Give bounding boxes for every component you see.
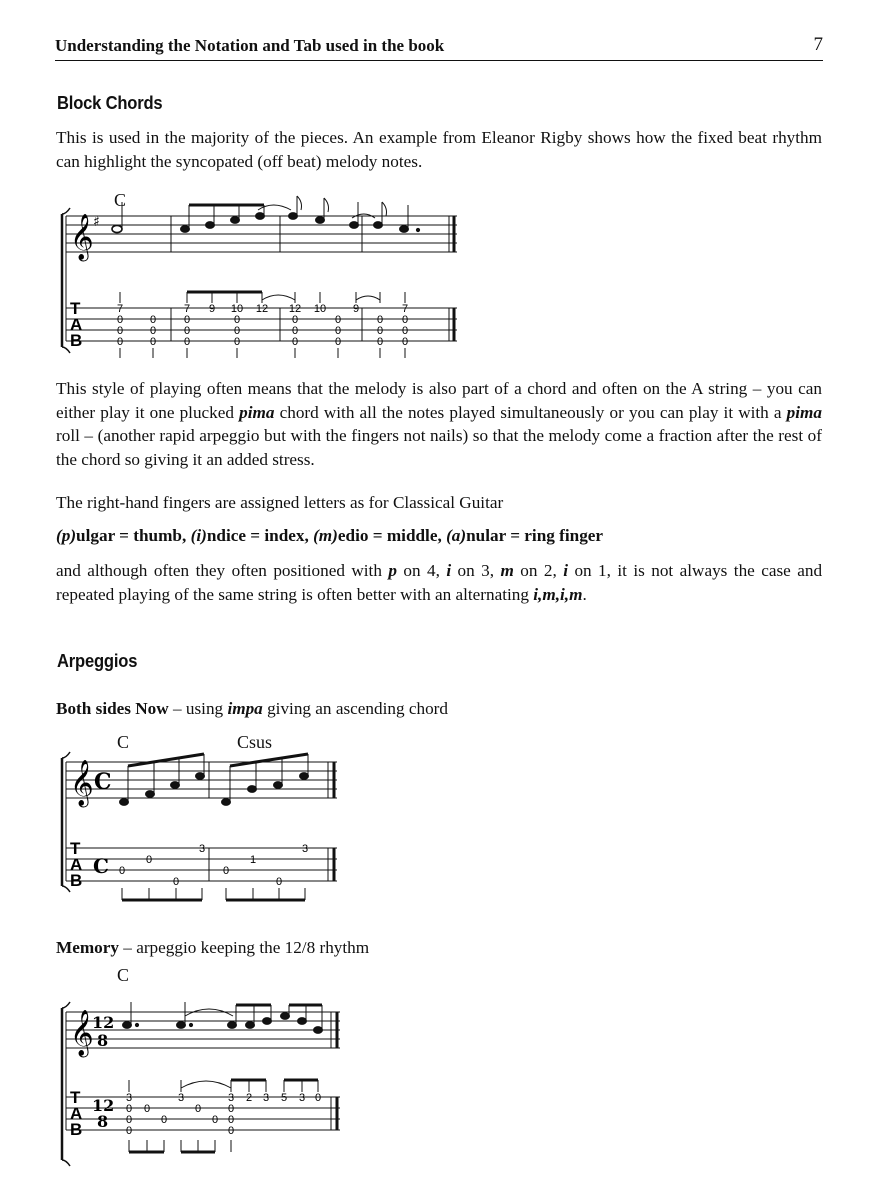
svg-text:0: 0	[275, 876, 283, 888]
svg-text:A: A	[70, 855, 83, 874]
svg-text:C: C	[93, 854, 109, 878]
svg-text:0: 0	[160, 1114, 168, 1126]
svg-text:10: 10	[313, 303, 327, 315]
svg-text:0: 0	[401, 314, 409, 326]
svg-text:0: 0	[233, 314, 241, 326]
svg-text:8: 8	[97, 1031, 109, 1050]
block-chords-intro: This is used in the majority of the pieces. An example from Eleanor Rigby shows how the fixed beat rhythm can highlight the syncopated (off beat) melody notes.	[56, 128, 822, 171]
svg-text:T: T	[70, 1088, 81, 1107]
svg-text:0: 0	[145, 854, 153, 866]
svg-text:12: 12	[92, 1096, 115, 1115]
svg-text:0: 0	[291, 314, 299, 326]
svg-text:♯: ♯	[93, 214, 100, 230]
svg-text:0: 0	[334, 325, 342, 337]
svg-text:3: 3	[298, 1092, 306, 1104]
svg-text:0: 0	[149, 336, 157, 348]
heading-block-chords: Block Chords	[57, 93, 163, 113]
svg-text:0: 0	[183, 336, 191, 348]
svg-text:B: B	[70, 871, 83, 890]
svg-text:0: 0	[116, 314, 124, 326]
svg-text:3: 3	[177, 1092, 185, 1104]
svg-text:2: 2	[245, 1092, 253, 1104]
svg-text:12: 12	[92, 1013, 115, 1032]
treble-clef-icon: 𝄞	[70, 760, 94, 806]
heading-arpeggios: Arpeggios	[57, 651, 138, 671]
ex1-caption: Both sides Now – using impa giving an ascending chord	[56, 699, 448, 718]
svg-text:A: A	[70, 1104, 83, 1123]
svg-text:0: 0	[149, 314, 157, 326]
svg-text:0: 0	[334, 314, 342, 326]
svg-text:0: 0	[227, 1103, 235, 1115]
svg-text:3: 3	[198, 843, 206, 855]
svg-text:0: 0	[233, 336, 241, 348]
svg-text:0: 0	[376, 325, 384, 337]
svg-text:0: 0	[401, 325, 409, 337]
svg-text:0: 0	[116, 325, 124, 337]
tab-letter-a: A	[70, 315, 83, 334]
chord-label-c2: C	[117, 965, 130, 985]
svg-text:0: 0	[183, 314, 191, 326]
chord-label-c: C	[117, 732, 130, 752]
svg-text:B: B	[70, 1120, 83, 1139]
svg-text:0: 0	[194, 1103, 202, 1115]
svg-text:3: 3	[301, 843, 309, 855]
svg-text:0: 0	[172, 876, 180, 888]
svg-text:10: 10	[230, 303, 244, 315]
svg-text:9: 9	[352, 303, 360, 315]
svg-text:0: 0	[143, 1103, 151, 1115]
svg-text:0: 0	[118, 865, 126, 877]
svg-text:0: 0	[227, 1125, 235, 1137]
svg-text:0: 0	[222, 865, 230, 877]
svg-text:0: 0	[183, 325, 191, 337]
ex2-caption: Memory – arpeggio keeping the 12/8 rhythm	[56, 938, 370, 957]
svg-text:3: 3	[262, 1092, 270, 1104]
svg-text:0: 0	[334, 336, 342, 348]
svg-text:0: 0	[291, 325, 299, 337]
svg-text:12: 12	[288, 303, 302, 315]
svg-text:9: 9	[208, 303, 216, 315]
svg-text:0: 0	[233, 325, 241, 337]
svg-text:0: 0	[291, 336, 299, 348]
svg-text:8: 8	[97, 1112, 109, 1131]
svg-text:0: 0	[376, 336, 384, 348]
chord-label-csus: Csus	[237, 732, 273, 752]
svg-text:0: 0	[125, 1114, 133, 1126]
svg-text:0: 0	[149, 325, 157, 337]
svg-text:0: 0	[125, 1125, 133, 1137]
treble-clef-icon: 𝄞	[70, 1010, 94, 1056]
block-chords-para2: This style of playing often means that the melody is also part of a chord and often on the A string – you can either play it one plucked pima chord with all the notes played simultaneously or you can play it with a pima roll – (another rapid arpeggio but with the fingers not nails) so that the melody come a fraction after the rest of the chord so giving it an added stress.	[56, 379, 822, 469]
svg-text:3: 3	[227, 1092, 235, 1104]
svg-text:0: 0	[314, 1092, 322, 1104]
chord-label: C	[114, 190, 127, 210]
svg-text:T: T	[70, 839, 81, 858]
tab-letter-b: B	[70, 331, 83, 350]
svg-text:1: 1	[249, 854, 257, 866]
header-title: Understanding the Notation and Tab used in the book	[55, 36, 445, 55]
svg-text:7: 7	[116, 303, 124, 315]
finger-assignments: (p)ulgar = thumb, (i)ndice = index, (m)edio = middle, (a)nular = ring finger	[56, 526, 604, 545]
svg-text:C: C	[94, 769, 112, 795]
svg-text:12: 12	[255, 303, 269, 315]
svg-text:3: 3	[125, 1092, 133, 1104]
treble-clef-icon: 𝄞	[70, 214, 94, 260]
svg-text:0: 0	[125, 1103, 133, 1115]
svg-text:0: 0	[376, 314, 384, 326]
block-chords-para4: and although often they often positioned with p on 4, i on 3, m on 2, i on 1, it is not always the case and repeated playing of the same string is often better with an alternating i,m,i,m.	[56, 561, 823, 604]
svg-text:0: 0	[401, 336, 409, 348]
svg-text:0: 0	[116, 336, 124, 348]
svg-text:0: 0	[211, 1114, 219, 1126]
svg-text:7: 7	[401, 303, 409, 315]
page-number: 7	[813, 34, 823, 55]
block-chords-para3: The right-hand fingers are assigned letters as for Classical Guitar	[56, 493, 504, 512]
svg-text:7: 7	[183, 303, 191, 315]
svg-text:0: 0	[227, 1114, 235, 1126]
svg-text:5: 5	[280, 1092, 288, 1104]
tab-letter-t: T	[70, 299, 81, 318]
